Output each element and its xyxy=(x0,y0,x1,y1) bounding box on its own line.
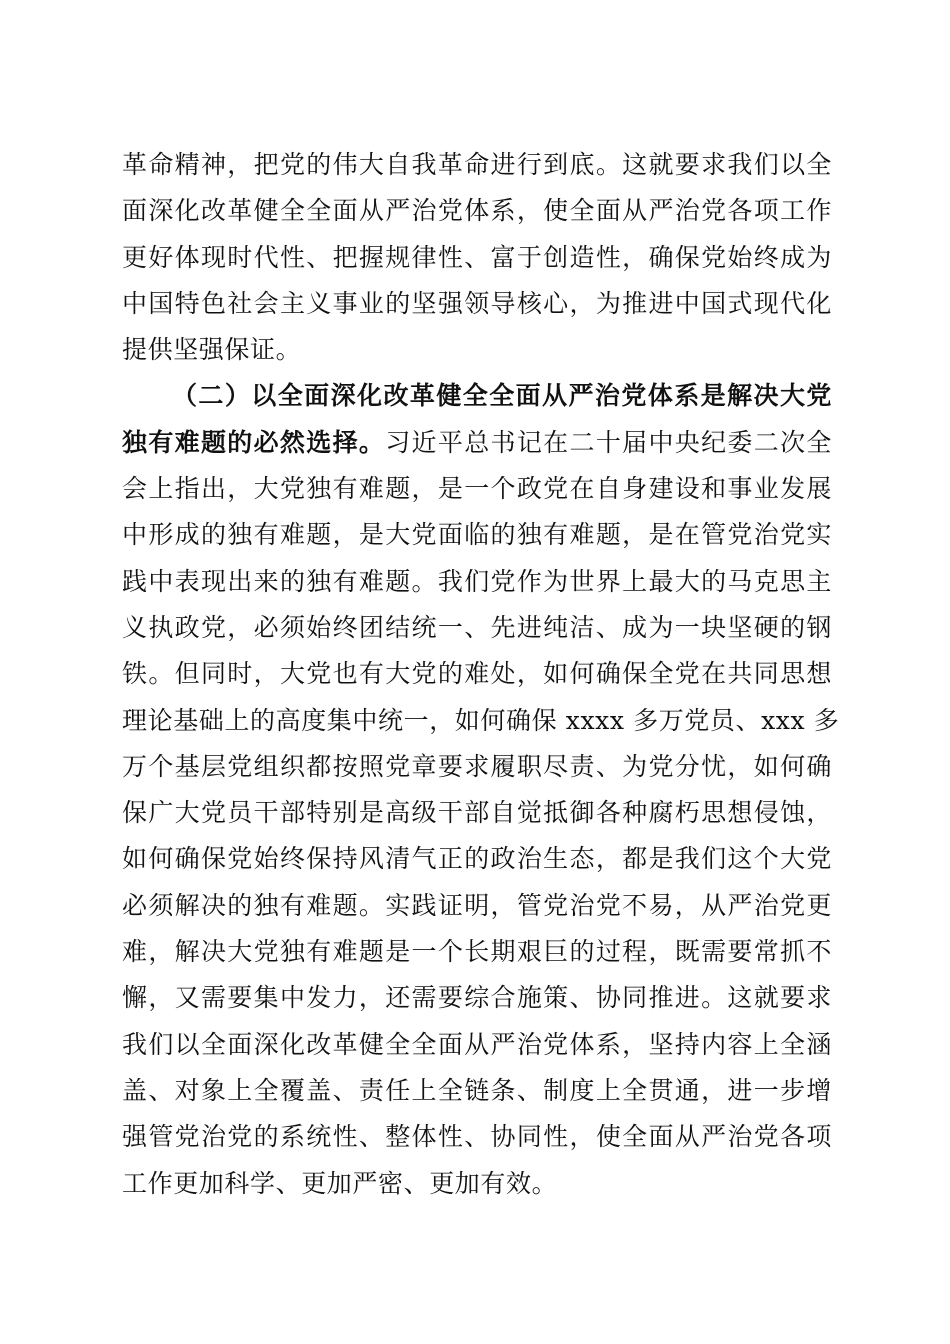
text-span: 万个基层党组织都按照党章要求履职尽责、为党分忧，如何确 xyxy=(122,751,832,781)
text-span: 懈，又需要集中发力，还需要综合施策、协同推进。这就要求 xyxy=(122,983,832,1013)
text-span: 必须解决的独有难题。实践证明，管党治党不易，从严治党更 xyxy=(122,890,832,920)
text-span: 践中表现出来的独有难题。我们党作为世界上最大的马克思主 xyxy=(122,566,832,596)
text-span: 我们以全面深化改革健全全面从严治党体系，坚持内容上全涵 xyxy=(122,1029,832,1059)
text-span: 盖、对象上全覆盖、责任上全链条、制度上全贯通，进一步增 xyxy=(122,1075,832,1105)
text-line xyxy=(122,605,832,651)
text-line xyxy=(122,698,840,744)
section-heading-line xyxy=(122,373,832,419)
text-line xyxy=(122,883,832,929)
text-span: 更好体现时代性、把握规律性、富于创造性，确保党始终成为 xyxy=(122,242,832,272)
section-heading-tail: 独有难题的必然选择。 xyxy=(122,427,386,457)
text-span: 强管党治党的系统性、整体性、协同性，使全面从严治党各项 xyxy=(122,1122,832,1152)
text-line xyxy=(122,281,832,327)
text-line xyxy=(122,1161,832,1207)
text-span: 铁。但同时，大党也有大党的难处，如何确保全党在共同思想 xyxy=(122,659,832,689)
text-span: 中国特色社会主义事业的坚强领导核心，为推进中国式现代化 xyxy=(122,288,832,318)
text-line xyxy=(122,790,832,836)
text-line xyxy=(122,1114,832,1160)
text-line xyxy=(122,142,832,188)
text-line xyxy=(122,327,832,373)
text-line xyxy=(122,188,832,234)
body-text xyxy=(122,142,840,1207)
text-span: 工作更加科学、更加严密、更加有效。 xyxy=(122,1168,558,1198)
text-line xyxy=(122,420,832,466)
text-line xyxy=(122,559,832,605)
text-line xyxy=(122,975,832,1021)
text-line xyxy=(122,1068,832,1114)
text-span: 中形成的独有难题，是大党面临的独有难题，是在管党治党实 xyxy=(122,520,832,550)
text-line xyxy=(122,836,832,882)
text-span: 义执政党，必须始终团结统一、先进纯洁、成为一块坚硬的钢 xyxy=(122,612,832,642)
text-line xyxy=(122,929,832,975)
text-line xyxy=(122,235,832,281)
text-span: 面深化改革健全全面从严治党体系，使全面从严治党各项工作 xyxy=(122,196,832,226)
text-span: 习近平总书记在二十届中央纪委二次全 xyxy=(385,427,832,457)
text-span: 难，解决大党独有难题是一个长期艰巨的过程，既需要常抓不 xyxy=(122,937,832,967)
text-span: 提供坚强保证。 xyxy=(122,335,302,365)
text-line xyxy=(122,512,832,558)
text-span: 如何确保党始终保持风清气正的政治生态，都是我们这个大党 xyxy=(122,844,832,874)
text-line xyxy=(122,651,832,697)
section-heading: （二）以全面深化改革健全全面从严治党体系是解决大党 xyxy=(172,381,832,411)
text-line xyxy=(122,1022,832,1068)
text-line xyxy=(122,744,832,790)
text-span: 革命精神，把党的伟大自我革命进行到底。这就要求我们以全 xyxy=(122,150,832,179)
text-span: 保广大党员干部特别是高级干部自觉抵御各种腐朽思想侵蚀， xyxy=(122,798,832,828)
text-span: 会上指出，大党独有难题，是一个政党在自身建设和事业发展 xyxy=(122,474,832,504)
text-line xyxy=(122,466,832,512)
text-span: 理论基础上的高度集中统一，如何确保 xxxx 多万党员、xxx 多 xyxy=(122,705,840,735)
